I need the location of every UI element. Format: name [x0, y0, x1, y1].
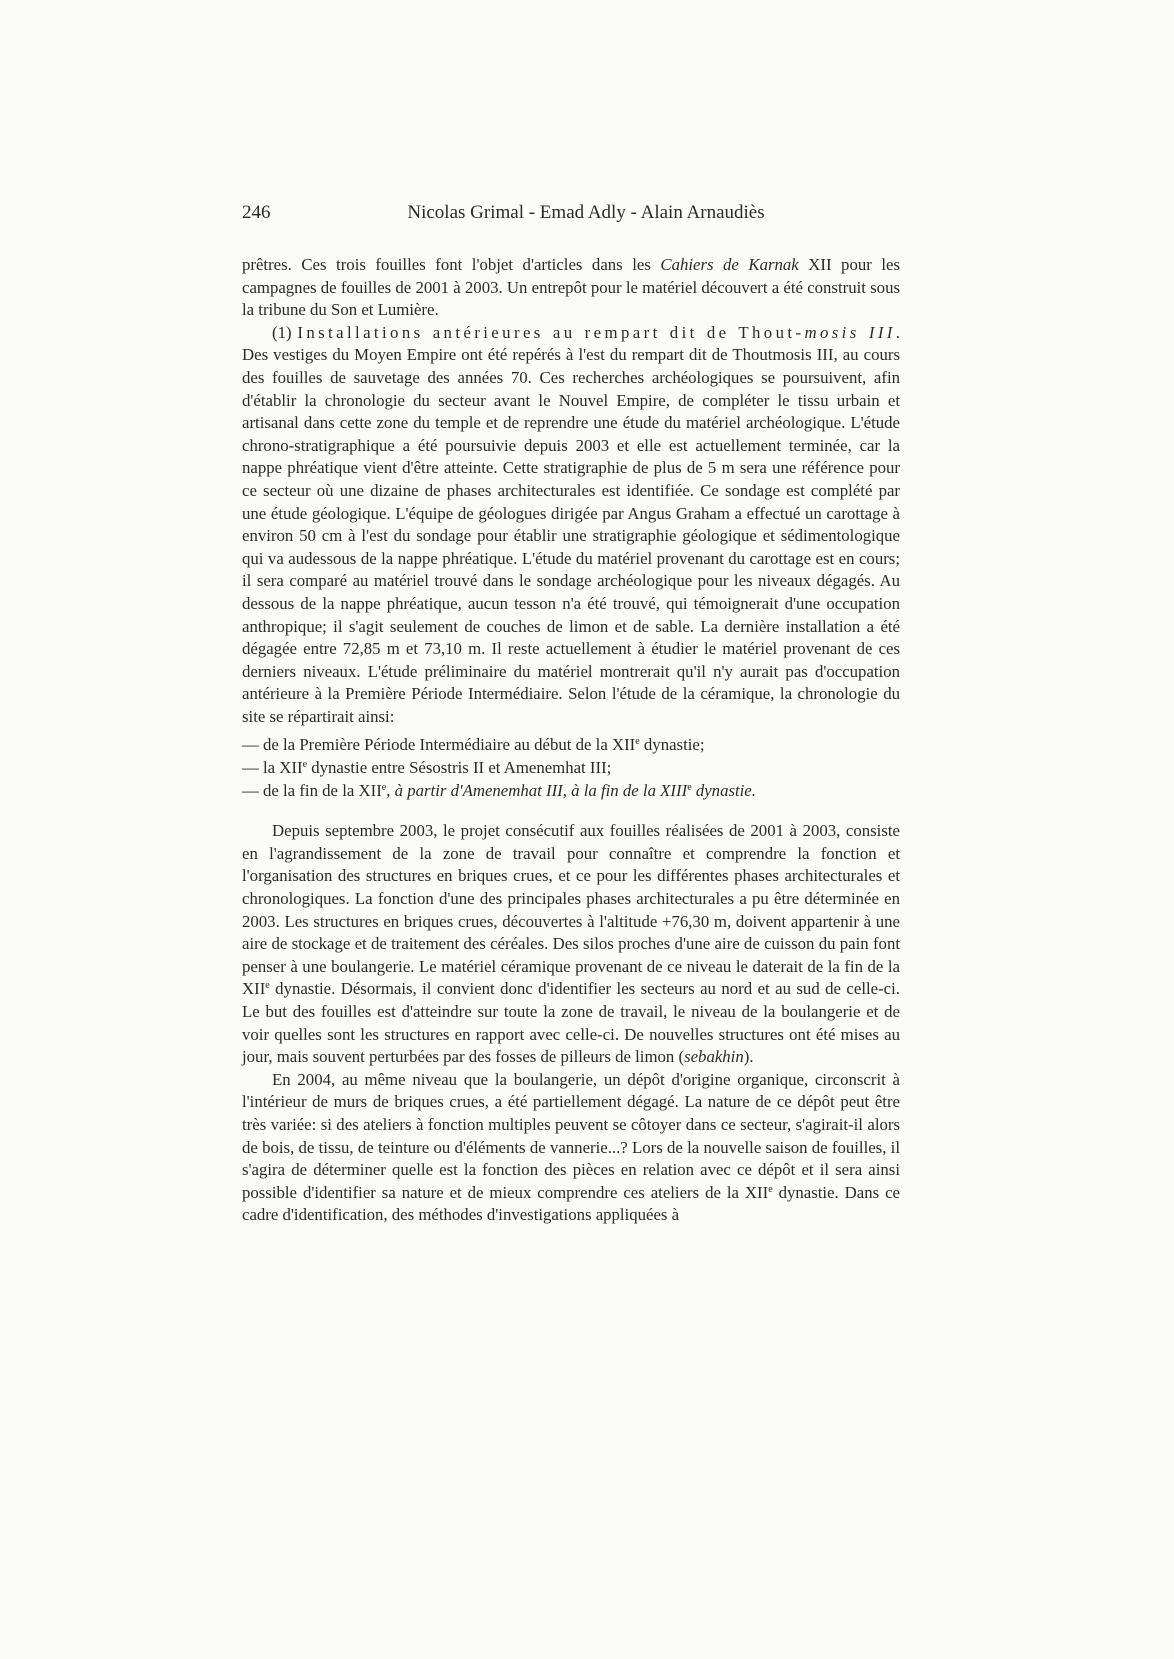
running-title-authors: Nicolas Grimal - Emad Adly - Alain Arnaudiès — [407, 202, 765, 223]
text-run: dynastie entre Sésostris II et Amenemhat III; — [307, 758, 612, 778]
list-item — [242, 734, 900, 757]
text-run: En 2004, au même niveau que la boulangerie, un dépôt d'origine organique, circonscrit à l'intérieur de murs de briques crues, a été partiellement dégagé. La nature de ce dépôt peut être très variée: si des ateliers à fonction multiples peuvent se côtoyer dans ce secteur, s'agirait-il alors de bois, de tissu, de teinture ou d'éléments de vannerie...? Lors de la nouvelle saison de fouilles, il s'agira de déterminer quelle est la fonction des pièces en relation avec ce dépôt et il sera ainsi possible d'identifier sa nature et de mieux comprendre ces ateliers de la XII — [242, 1069, 900, 1202]
text-run: dynastie. Désormais, il convient donc d'identifier les secteurs au nord et au sud de celle-ci. Le but des fouilles est d'atteindre sur toute la zone de travail, le niveau de la boulangerie et de voir quelles sont les structures en rapport avec celle-ci. De nouvelles structures ont été mises au jour, mais souvent perturbées par des fosses de pilleurs de limon ( — [242, 979, 900, 1067]
paragraph-4 — [242, 1069, 900, 1227]
text-run: prêtres. Ces trois fouilles font l'objet d'articles dans les — [242, 255, 661, 274]
superscript: e — [635, 736, 640, 748]
list-item — [242, 757, 900, 780]
section-heading-italic: mosis III — [804, 322, 896, 342]
italic-term: sebakhin — [684, 1047, 744, 1067]
superscript: e — [768, 1183, 773, 1195]
chronology-list — [242, 734, 900, 802]
superscript: e — [687, 781, 692, 793]
paragraph-1 — [242, 254, 900, 322]
paragraph-3 — [242, 820, 900, 1069]
paragraph-2 — [242, 322, 900, 729]
section-number: (1) — [272, 322, 298, 342]
text-run: XII pour les campagnes de fouilles de 2001 à 2003. Un entrepôt pour le matériel découvert a été construit sous la tribune du Son et Lumière. — [242, 255, 900, 320]
text-run-italic: dynastie. — [691, 780, 756, 800]
page-number: 246 — [242, 202, 271, 223]
journal-title: Cahiers de Karnak — [660, 255, 799, 274]
superscript: e — [381, 781, 387, 793]
text-run: ). — [743, 1047, 754, 1067]
text-run: — la XII — [242, 758, 303, 778]
superscript: e — [302, 759, 308, 771]
section-heading: Installations antérieures au rempart dit de Thout- — [297, 322, 805, 342]
list-item — [242, 780, 900, 803]
text-run: dynastie. Dans ce cadre d'identification, des méthodes d'investigations appliquées à — [242, 1182, 900, 1225]
body-text — [242, 254, 900, 1227]
text-run: . Des vestiges du Moyen Empire ont été repérés à l'est du rempart dit de Thoutmosis III, au cours des fouilles de sauvetage des années 70. Ces recherches archéologiques se poursuivent, afin d'établir la chronologie du secteur avant le Nouvel Empire, de compléter le tissu urbain et artisanal dans cette zone du temple et de reprendre une étude du matériel archéologique. L'étude chrono-stratigraphique a été poursuivie depuis 2003 et elle est actuellement terminée, car la nappe phréatique vient d'être atteinte. Cette stratigraphie de plus de 5 m sera une référence pour ce secteur où une dizaine de phases architecturales est identifiée. Ce sondage est complété par une étude géologique. L'équipe de géologues dirigée par Angus Graham a effectué un carottage à environ 50 cm à l'est du sondage pour établir une stratigraphie géologique et sédimentologique qui va audessous de la nappe phréatique. L'étude du matériel provenant du carottage est en cours; il sera comparé au matériel trouvé dans le sondage archéologique pour les niveaux dégagés. Au dessous de la nappe phréatique, aucun tesson n'a été trouvé, qui témoignerait d'une occupation anthropique; il s'agit seulement de couches de limon et de sable. La dernière installation a été dégagée entre 72,85 m et 73,10 m. Il reste actuellement à étudier le matériel provenant de ces derniers niveaux. L'étude préliminaire du matériel montrerait qu'il n'y aurait pas d'occupation antérieure à la Première Période Intermédiaire. Selon l'étude de la céramique, la chronologie du site se répartirait ainsi: — [242, 322, 900, 726]
text-run: — de la Première Période Intermédiaire au début de la XII — [242, 735, 636, 755]
text-run-italic: , à partir d'Amenemhat III, à la fin de la XIII — [386, 780, 688, 800]
running-header — [242, 202, 900, 228]
text-run: dynastie; — [639, 735, 705, 755]
superscript: e — [265, 980, 270, 992]
text-run: — de la fin de la XII — [242, 780, 382, 800]
text-run: Depuis septembre 2003, le projet consécutif aux fouilles réalisées de 2001 à 2003, consiste en l'agrandissement de la zone de travail pour connaître et comprendre la fonction et l'organisation des structures en briques crues, et ce pour les différentes phases architecturales et chronologiques. La fonction d'une des principales phases architecturales a pu être déterminée en 2003. Les structures en briques crues, découvertes à l'altitude +76,30 m, doivent appartenir à une aire de stockage et de traitement des céréales. Des silos proches d'une aire de cuisson du pain font penser à une boulangerie. Le matériel céramique provenant de ce niveau le daterait de la fin de la XII — [242, 821, 900, 999]
